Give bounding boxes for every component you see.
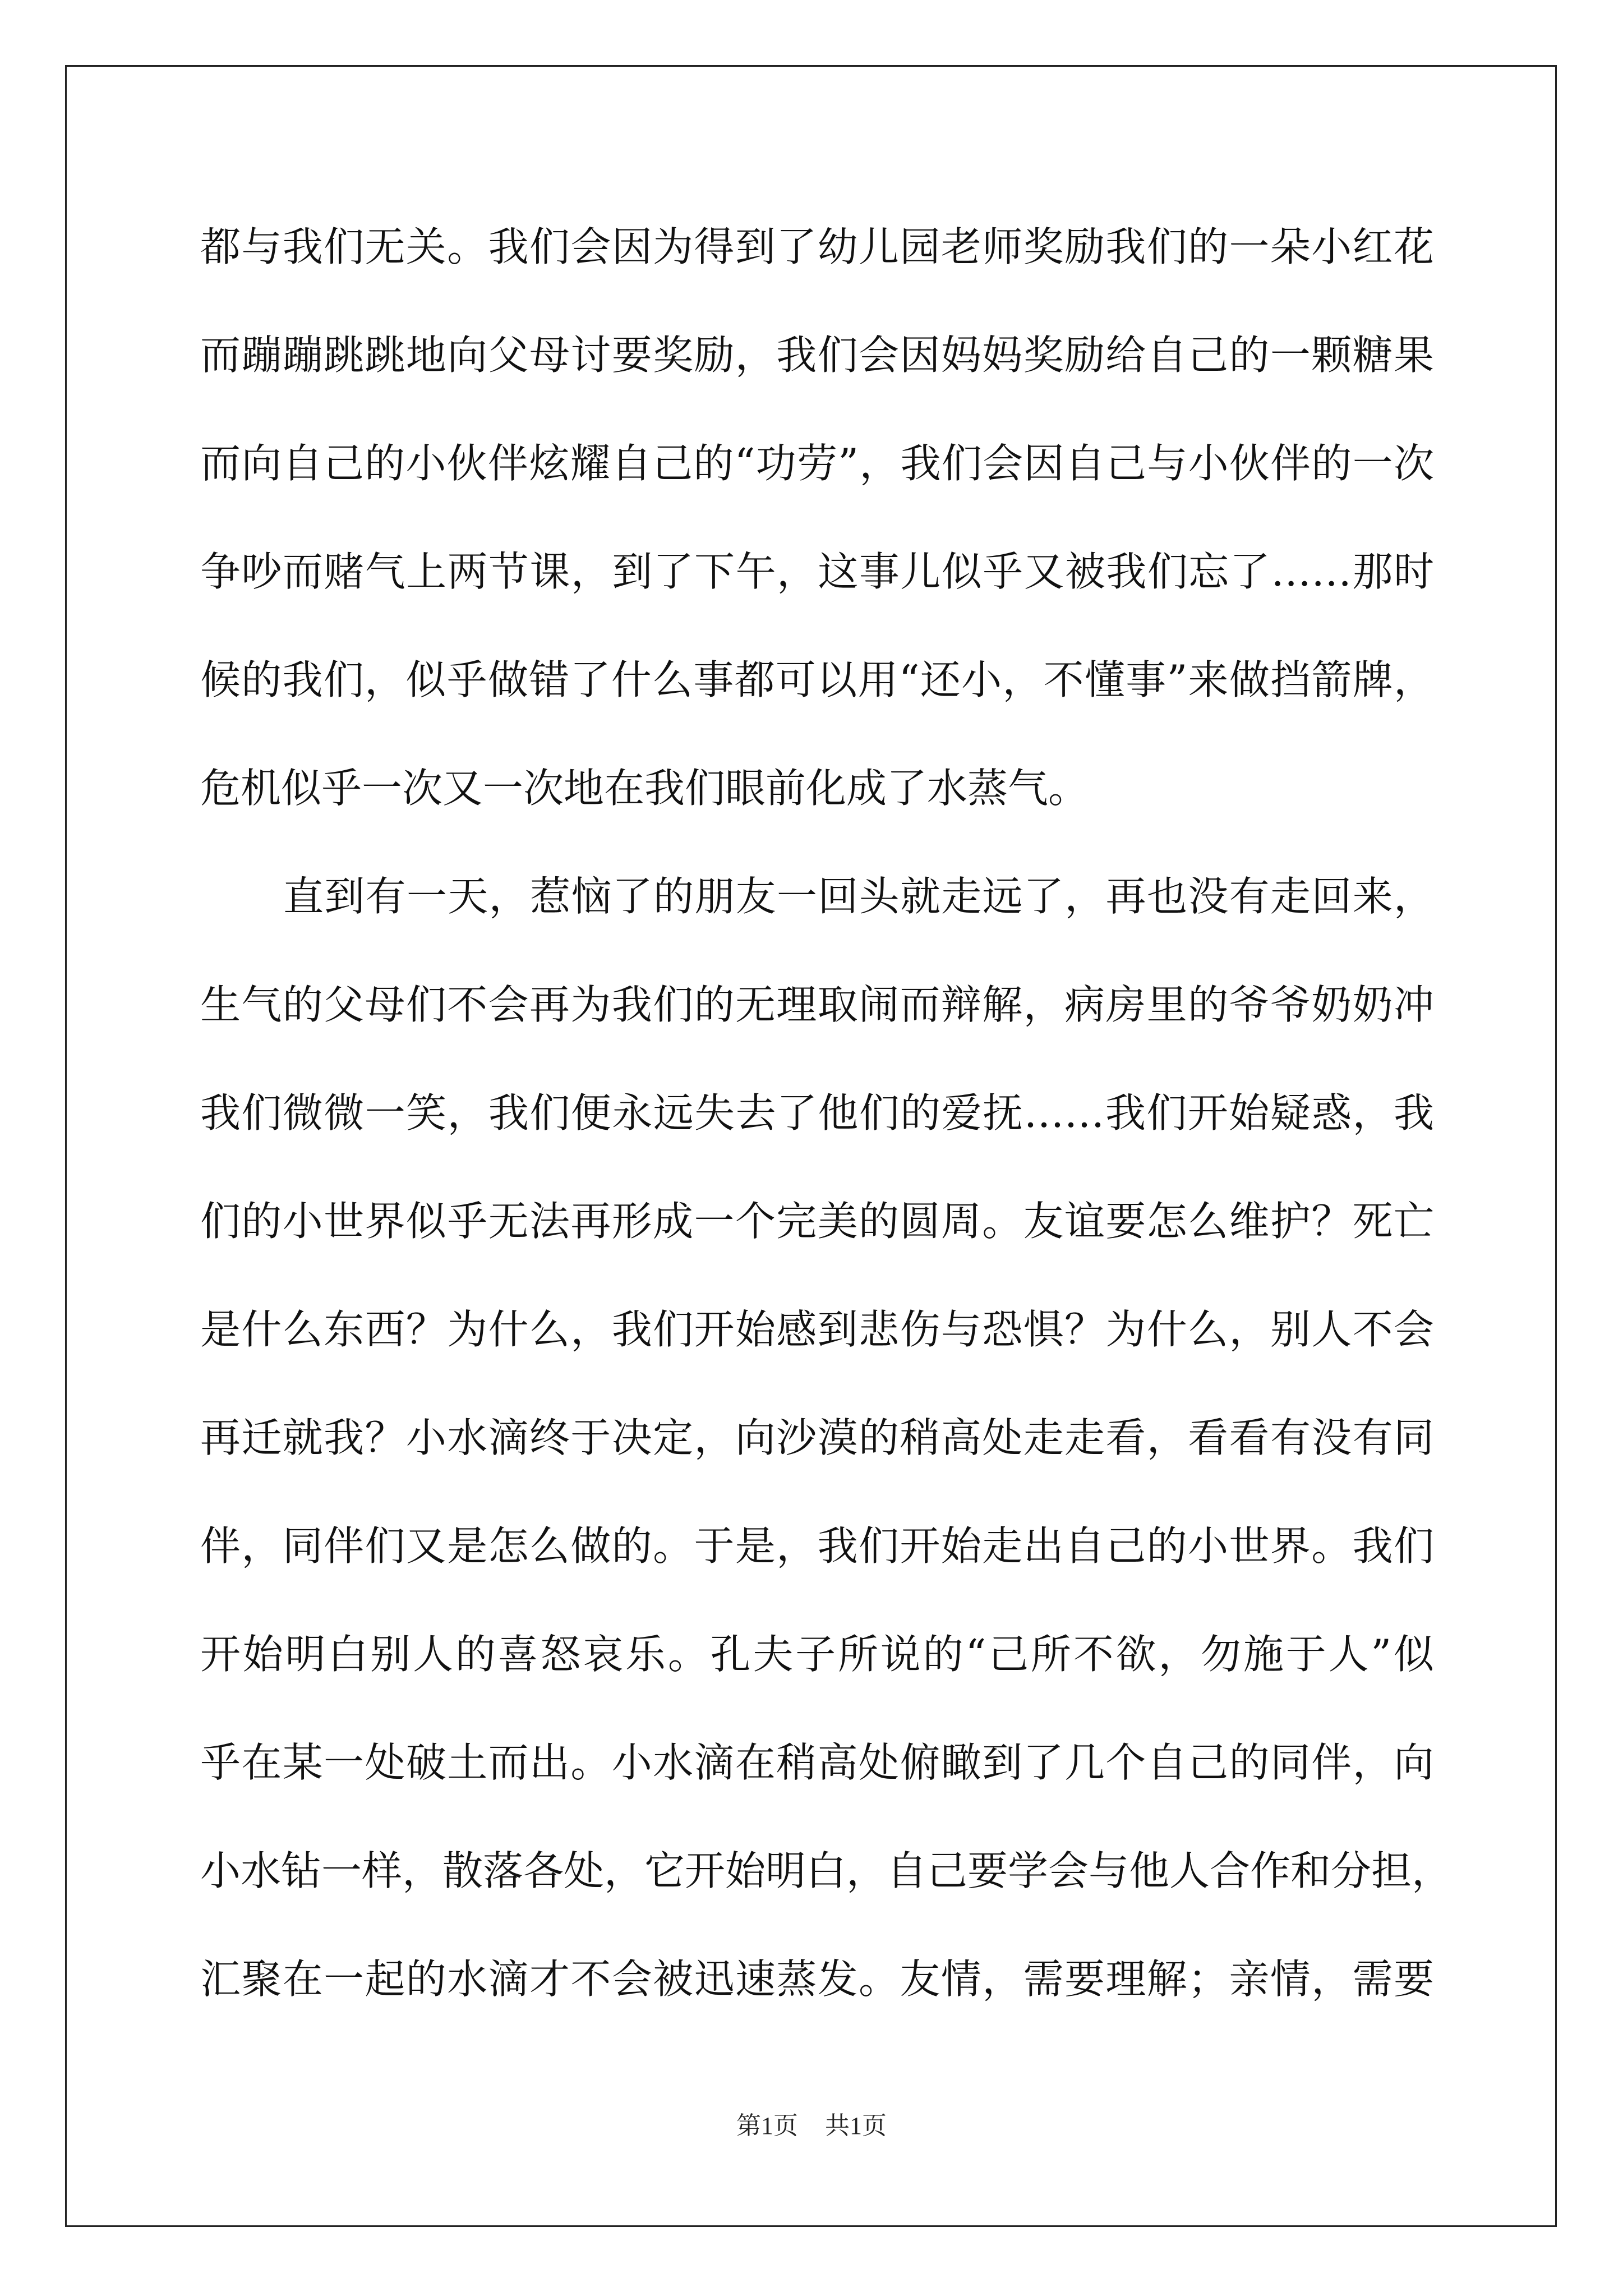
paragraph-2-line-6: 再迁就我？小水滴终于决定，向沙漠的稍高处走走看，看看有没有同 [200, 1414, 1434, 1461]
paragraph-2-line-7: 伴，同伴们又是怎么做的。于是，我们开始走出自己的小世界。我们 [200, 1522, 1434, 1570]
paragraph-1-line-5: 候的我们，似乎做错了什么事都可以用“还小，不懂事”来做挡箭牌， [200, 656, 1434, 703]
paragraph-1-line-1: 都与我们无关。我们会因为得到了幼儿园老师奖励我们的一朵小红花 [200, 223, 1434, 270]
paragraph-1-line-3: 而向自己的小伙伴炫耀自己的“功劳”，我们会因自己与小伙伴的一次 [200, 440, 1434, 487]
paragraph-1-line-6: 危机似乎一次又一次地在我们眼前化成了水蒸气。 [200, 765, 1089, 812]
paragraph-2-line-1: 直到有一天，惹恼了的朋友一回头就走远了，再也没有走回来， [283, 873, 1434, 920]
page-number-current: 第1页 [736, 2112, 798, 2139]
paragraph-2-line-9: 乎在某一处破土而出。小水滴在稍高处俯瞰到了几个自己的同伴，向 [200, 1739, 1434, 1786]
paragraph-2-line-5: 是什么东西？为什么，我们开始感到悲伤与恐惧？为什么，别人不会 [200, 1306, 1434, 1353]
paragraph-2-line-3: 我们微微一笑，我们便永远失去了他们的爱抚……我们开始疑惑，我 [200, 1089, 1434, 1137]
page-number-total: 共1页 [825, 2112, 887, 2139]
paragraph-2-line-4: 们的小世界似乎无法再形成一个完美的圆周。友谊要怎么维护？死亡 [200, 1198, 1434, 1245]
page-footer [0, 2109, 1623, 2143]
paragraph-2-line-11: 汇聚在一起的水滴才不会被迅速蒸发。友情，需要理解；亲情，需要 [200, 1955, 1434, 2003]
paragraph-1-line-2: 而蹦蹦跳跳地向父母讨要奖励，我们会因妈妈奖励给自己的一颗糖果 [200, 332, 1434, 379]
paragraph-2-line-2: 生气的父母们不会再为我们的无理取闹而辩解，病房里的爷爷奶奶冲 [200, 981, 1434, 1028]
paragraph-1-line-4: 争吵而赌气上两节课，到了下午，这事儿似乎又被我们忘了……那时 [200, 548, 1434, 595]
paragraph-2-line-10: 小水钻一样，散落各处，它开始明白，自己要学会与他人合作和分担， [200, 1847, 1453, 1894]
paragraph-2-line-8: 开始明白别人的喜怒哀乐。孔夫子所说的“己所不欲，勿施于人”似 [200, 1631, 1434, 1678]
